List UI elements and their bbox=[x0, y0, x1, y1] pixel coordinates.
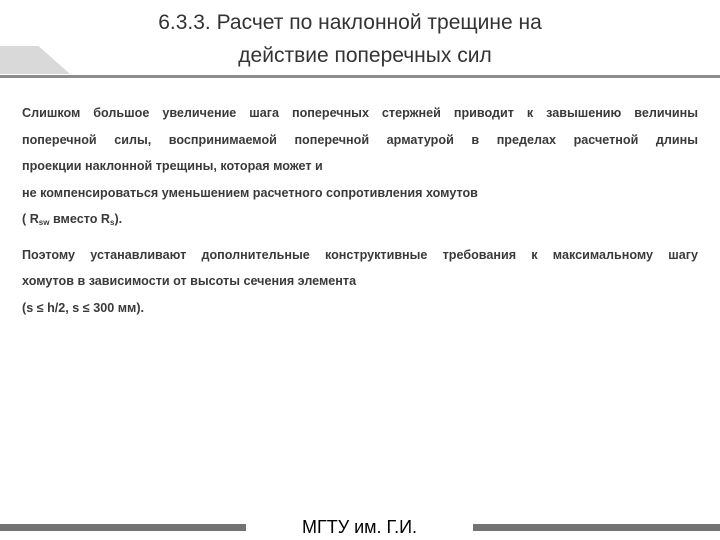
paragraph-1-line-5 bbox=[22, 206, 698, 237]
formula-middle: вместо R bbox=[49, 212, 110, 226]
paragraph-2-line-2: хомутов в зависимости от высоты сечения элемента bbox=[22, 274, 357, 288]
paragraph-1 bbox=[22, 100, 698, 237]
paragraph-1-line-4: не компенсироваться уменьшением расчетного сопротивления хомутов bbox=[22, 185, 478, 200]
formula-prefix: ( R bbox=[22, 212, 39, 226]
footer-bar-left bbox=[0, 524, 246, 531]
slide-title bbox=[0, 6, 720, 72]
title-line-1: 6.3.3. Расчет по наклонной трещине на bbox=[158, 11, 542, 34]
paragraph-1-line-2: поперечной силы, воспринимаемой поперечной арматурой в пределах расчетной длины bbox=[22, 132, 698, 147]
subscript-s: s bbox=[110, 218, 115, 227]
formula-suffix: ). bbox=[114, 212, 123, 226]
footer-bar-right bbox=[473, 524, 720, 531]
slide-body bbox=[22, 100, 698, 326]
title-line-2: действие поперечных сил bbox=[238, 44, 492, 67]
subscript-sw: sw bbox=[38, 218, 50, 227]
paragraph-2 bbox=[22, 242, 698, 322]
paragraph-2-line-1: Поэтому устанавливают дополнительные конструктивные требования к максимальному шагу bbox=[22, 247, 698, 262]
footer-text: МГТУ им. Г.И. bbox=[301, 517, 418, 537]
paragraph-2-line-3: (s ≤ h/2, s ≤ 300 мм). bbox=[22, 300, 145, 315]
paragraph-1-line-3: проекции наклонной трещины, которая может и bbox=[22, 159, 323, 173]
title-divider bbox=[0, 75, 720, 78]
paragraph-1-line-1: Слишком большое увеличение шага поперечных стержней приводит к завышению величины bbox=[22, 106, 698, 120]
